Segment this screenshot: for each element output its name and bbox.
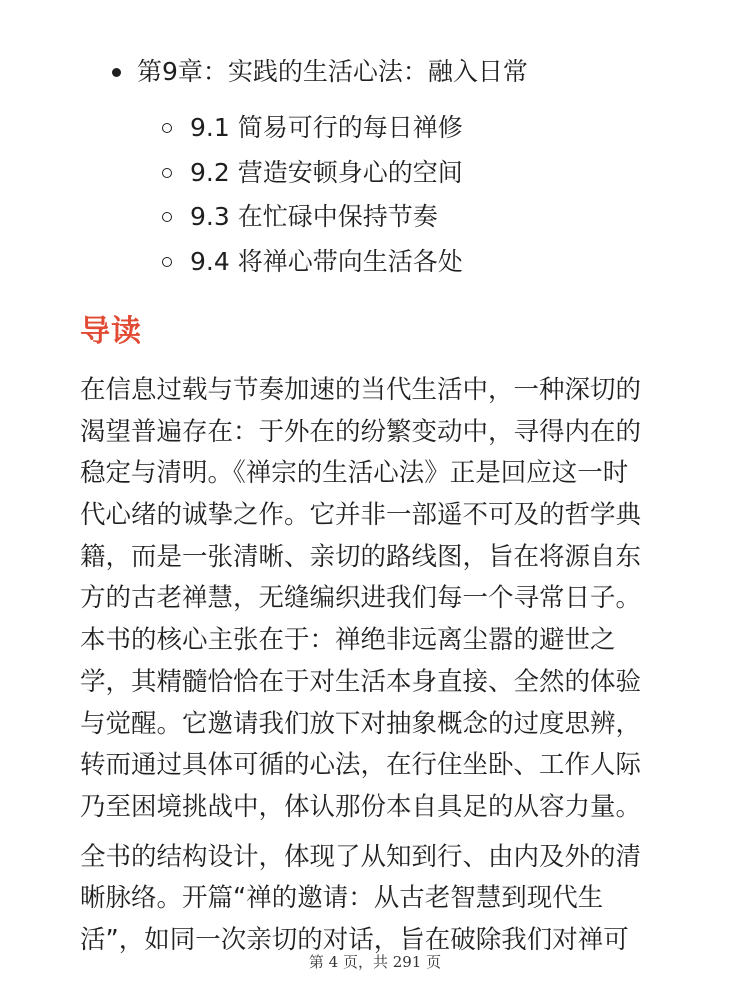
toc-section-list — [160, 106, 463, 284]
text-line: 籍，而是一张清晰、亲切的路线图，旨在将源自东 — [80, 541, 642, 572]
text-line: 与觉醒。它邀请我们放下对抽象概念的过度思辨， — [80, 708, 642, 739]
toc-section-item — [160, 106, 463, 151]
text-line: 晰脉络。开篇“禅的邀请：从古老智慧到现代生 — [80, 883, 604, 914]
toc-section-item — [160, 195, 463, 240]
toc-chapter-item — [110, 52, 528, 92]
paragraph-structure — [80, 837, 680, 962]
page-footer — [0, 950, 750, 974]
bullet-circle-icon — [162, 212, 172, 222]
text-line: 本书的核心主张在于：禅绝非远离尘嚣的避世之 — [80, 625, 616, 656]
paragraph-intro — [80, 370, 680, 829]
text-line: 渴望普遍存在：于外在的纷繁变动中，寻得内在的 — [80, 416, 642, 447]
toc-chapter-title: 第9章：实践的生活心法：融入日常 — [137, 57, 528, 86]
bullet-circle-icon — [162, 257, 172, 267]
bullet-circle-icon — [162, 168, 172, 178]
toc-section-label: 9.2 营造安顿身心的空间 — [190, 157, 463, 187]
text-line: 方的古老禅慧，无缝编织进我们每一个寻常日子。 — [80, 583, 642, 614]
text-line: 在信息过载与节奏加速的当代生活中，一种深切的 — [80, 375, 642, 405]
text-line: 学，其精髓恰恰在于对生活本身直接、全然的体验 — [80, 666, 642, 697]
bullet-circle-icon — [162, 123, 172, 133]
toc-section-label: 9.3 在忙碌中保持节奏 — [190, 202, 438, 231]
toc-section-item — [160, 240, 463, 285]
page-number-label: 第 4 页，共 291 页 — [308, 953, 442, 971]
text-line: 代心绪的诚挚之作。它并非一部遥不可及的哲学典 — [80, 500, 642, 531]
bullet-disc-icon — [112, 68, 121, 77]
text-line: 转而通过具体可循的心法，在行住坐卧、工作人际 — [80, 750, 642, 781]
text-line: 全书的结构设计，体现了从知到行、由内及外的清 — [80, 841, 642, 872]
text-line: 乃至困境挑战中，体认那份本自具足的从容力量。 — [80, 791, 642, 822]
text-line: 稳定与清明。《禅宗的生活心法》正是回应这一时 — [80, 458, 629, 489]
section-heading: 导读 — [80, 314, 142, 349]
toc-section-item — [160, 151, 463, 196]
text-line: 活”，如同一次亲切的对话，旨在破除我们对禅可 — [80, 924, 629, 955]
toc-section-label: 9.4 将禅心带向生活各处 — [190, 246, 463, 276]
toc-section-label: 9.1 简易可行的每日禅修 — [190, 113, 463, 142]
body-text — [80, 370, 680, 962]
